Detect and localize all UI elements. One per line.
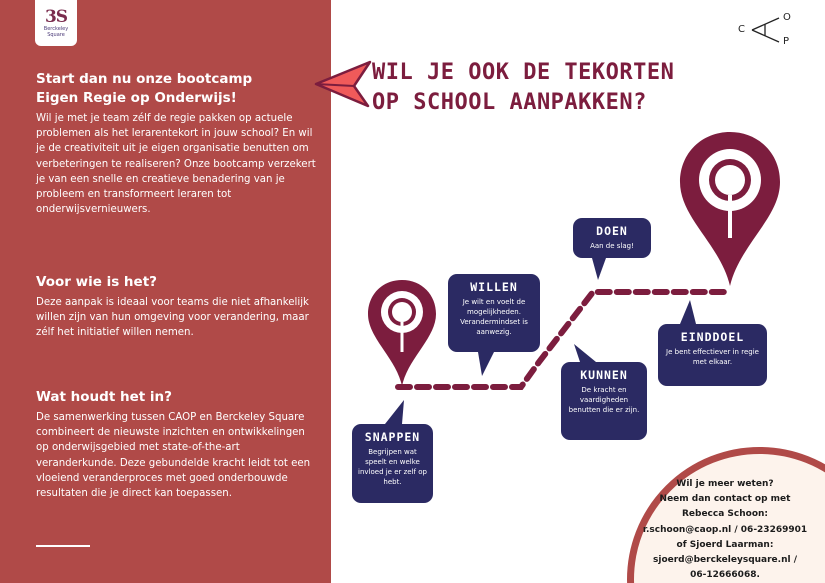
step-kunnen-text: De kracht en vaardigheden benutten die er zijn.: [568, 386, 640, 414]
step-doen-text: Aan de slag!: [590, 242, 634, 250]
caop-letter-p: P: [783, 36, 790, 47]
step-einddoel-text: Je bent effectiever in regie met elkaar.: [666, 348, 759, 366]
who-title: Voor wie is het?: [36, 274, 157, 290]
contact-line5: of Sjoerd Laarman:: [676, 539, 774, 550]
logo-line2: Square: [47, 31, 65, 38]
step-snappen: [352, 424, 433, 503]
what-title: Wat houdt het in?: [36, 389, 172, 405]
einddoel-bubble-tail: [680, 300, 696, 324]
logo-line1: Berckeley: [43, 25, 69, 32]
doen-bubble-tail: [592, 258, 606, 280]
step-doen: [573, 218, 651, 258]
intro-title-line2: Eigen Regie op Onderwijs!: [36, 90, 237, 106]
intro-body: Wil je met je team zélf de regie pakken op actuele problemen als het lerarentekort in jouw school? En wil je de creativiteit uit je eigen organisatie benutten om verbeteringen te realiseren? Onze bootcamp verzekert je van een snelle en creatieve benadering van je probleem en transformeert leraren tot onderwijsvernieuwers.: [36, 113, 316, 216]
contact-info: [630, 477, 820, 583]
step-snappen-text: Begrijpen wat speelt en welke invloed je er zelf op hebt.: [358, 448, 427, 486]
snappen-bubble-tail: [385, 400, 404, 424]
contact-line1: Wil je meer weten?: [676, 479, 774, 489]
contact-line7[interactable]: 06-12666068.: [690, 570, 760, 581]
step-kunnen: [561, 362, 647, 440]
headline-line1: WIL JE OOK DE TEKORTEN: [372, 60, 675, 85]
step-snappen-title: SNAPPEN: [364, 430, 421, 444]
what-body: De samenwerking tussen CAOP en Berckeley Square combineert de nieuwste inzichten en ontwikkelingen op onderwijsgebied met state-of-the-art veranderkunde. Deze gebundelde kracht leidt tot een vloeiend veranderproces met goed onderbouwde resultaten die je direct kan toepassen.: [36, 412, 311, 500]
step-kunnen-title: KUNNEN: [580, 368, 628, 382]
step-doen-title: DOEN: [596, 224, 628, 238]
caop-letter-o: O: [783, 12, 791, 23]
intro-title-line1: Start dan nu onze bootcamp: [36, 71, 253, 87]
kunnen-bubble-tail: [574, 344, 596, 362]
logo-mark: 3S: [44, 6, 68, 27]
step-willen-text: Je wilt en voelt de mogelijkheden. Verandermindset is aanwezig.: [460, 298, 528, 336]
contact-line3: Rebecca Schoon:: [681, 509, 769, 520]
caop-letter-c: C: [738, 24, 745, 35]
step-willen-title: WILLEN: [470, 280, 518, 294]
contact-line2: Neem dan contact op met: [659, 494, 791, 505]
headline-line2: OP SCHOOL AANPAKKEN?: [372, 90, 647, 115]
contact-line4[interactable]: r.schoon@caop.nl / 06-23269901: [642, 524, 808, 535]
contact-line6[interactable]: sjoerd@berckeleysquare.nl /: [653, 555, 797, 566]
step-einddoel: [658, 324, 767, 386]
willen-bubble-tail: [478, 352, 494, 376]
step-einddoel-title: EINDDOEL: [680, 330, 745, 344]
who-body: Deze aanpak is ideaal voor teams die niet afhankelijk willen zijn van hun omgeving voor verandering, maar zélf het initiatief willen nemen.: [36, 297, 309, 339]
step-willen: [448, 274, 540, 352]
